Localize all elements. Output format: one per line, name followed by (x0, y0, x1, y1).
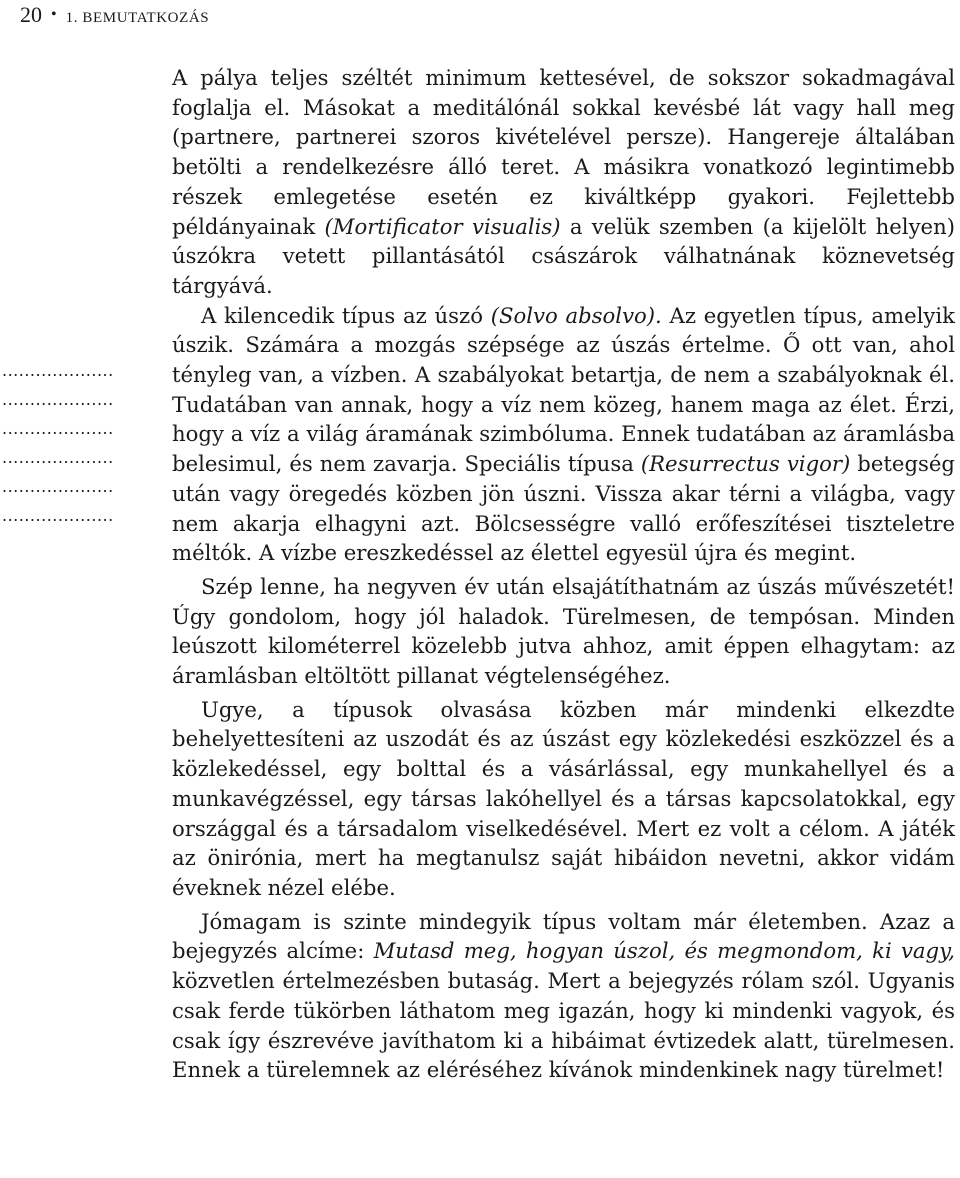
margin-dotted-line: .................... (2, 477, 114, 496)
text-run: A kilencedik típus az úszó (201, 302, 491, 328)
text-run: Szép lenne, ha negyven év után elsajátíthatnám az úszás művészetét! Úgy gondolom, hogy jól haladok. Türelmesen, de tempósan. Minden leúszott kilométerrel közelebb jutva ahhoz, amit éppen elhagytam: az áramlásban eltöltött pillanat végtelenségéhez. (172, 573, 955, 689)
text-run: A pálya teljes széltét minimum kettesével, de sokszor sokadmagával foglalja el. Másokat a meditálónál sokkal kevésbé lát vagy hall meg (partnere, partnerei szoros kivételével persze). Hangereje általában betölti a rendelkezésre álló teret. A másikra vonatkozó legintimebb részek emlegetése esetén ez kiváltképp gyakori. Fejlettebb példányainak (172, 65, 955, 239)
text-run: a velük szemben (a kijelölt helyen) úszókra vetett pillantásától császárok válhatnának köznevetség tárgyává. (172, 213, 955, 298)
italic-subtitle: Mutasd meg, hogyan úszol, és megmondom, ki vagy, (373, 938, 955, 964)
text-run: Az egyetlen típus, amelyik úszik. Számára a mozgás szépsége az úszás értelme. Ő ott van, ahol tényleg van, a vízben. A szabályokat betartja, de nem a szabályoknak él. Tudatában van annak, hogy a víz nem közeg, hanem maga az élet. Érzi, hogy a víz a világ áramának szimbóluma. Ennek tudatában az áramlásba belesimul, és nem zavarja. Speciális típusa (172, 302, 955, 477)
margin-dotted-line: .................... (2, 448, 114, 467)
italic-latin-name: (Resurrectus vigor) (640, 451, 851, 477)
paragraph (172, 907, 955, 1085)
italic-latin-name: (Mortificator visualis) (324, 213, 561, 239)
margin-dotted-line: .................... (2, 419, 114, 438)
margin-dotted-line: .................... (2, 390, 114, 409)
paragraph (172, 63, 955, 301)
margin-dotted-line: .................... (2, 361, 114, 380)
running-header (20, 2, 209, 28)
body-text (172, 63, 955, 1085)
italic-latin-name: (Solvo absolvo). (490, 302, 662, 328)
chapter-title: 1. BEMUTATKOZÁS (65, 10, 210, 26)
header-separator-bullet: • (51, 6, 57, 23)
paragraph (172, 572, 955, 691)
page-number: 20 (20, 2, 42, 27)
paragraph (172, 301, 955, 568)
margin-dotted-line: .................... (2, 506, 114, 525)
margin-note-lines (2, 356, 142, 530)
text-run: közvetlen értelmezésben butaság. Mert a bejegyzés rólam szól. Ugyanis csak ferde tükörben láthatom meg igazán, hogy ki mindenki vagyok, és csak így észrevéve javíthatom ki a hibáimat évtizedek alatt, türelmesen. Ennek a türelemnek az eléréséhez kívánok mindenkinek nagy türelmet! (172, 968, 955, 1083)
text-run: betegség után vagy öregedés közben jön úszni. Vissza akar térni a világba, vagy nem akarja elhagyni azt. Bölcsességre valló erőfeszítései tiszteletre méltók. A vízbe ereszkedéssel az élettel egyesül újra és megint. (172, 451, 955, 566)
paragraph (172, 695, 955, 903)
text-run: Jómagam is szinte mindegyik típus voltam már életemben. Azaz a bejegyzés alcíme: (172, 908, 955, 964)
text-run: Ugye, a típusok olvasása közben már mindenki elkezdte behelyettesíteni az uszodát és az úszást egy közlekedési eszközzel és a közlekedéssel, egy bolttal és a vásárlással, egy munkahellyel és a munkavégzéssel, egy társas lakóhellyel és a társas kapcsolatokkal, egy országgal és a társadalom viselkedésével. Mert ez volt a célom. A játék az önirónia, mert ha megtanulsz saját hibáidon nevetni, akkor vidám éveknek nézel elébe. (172, 696, 955, 900)
